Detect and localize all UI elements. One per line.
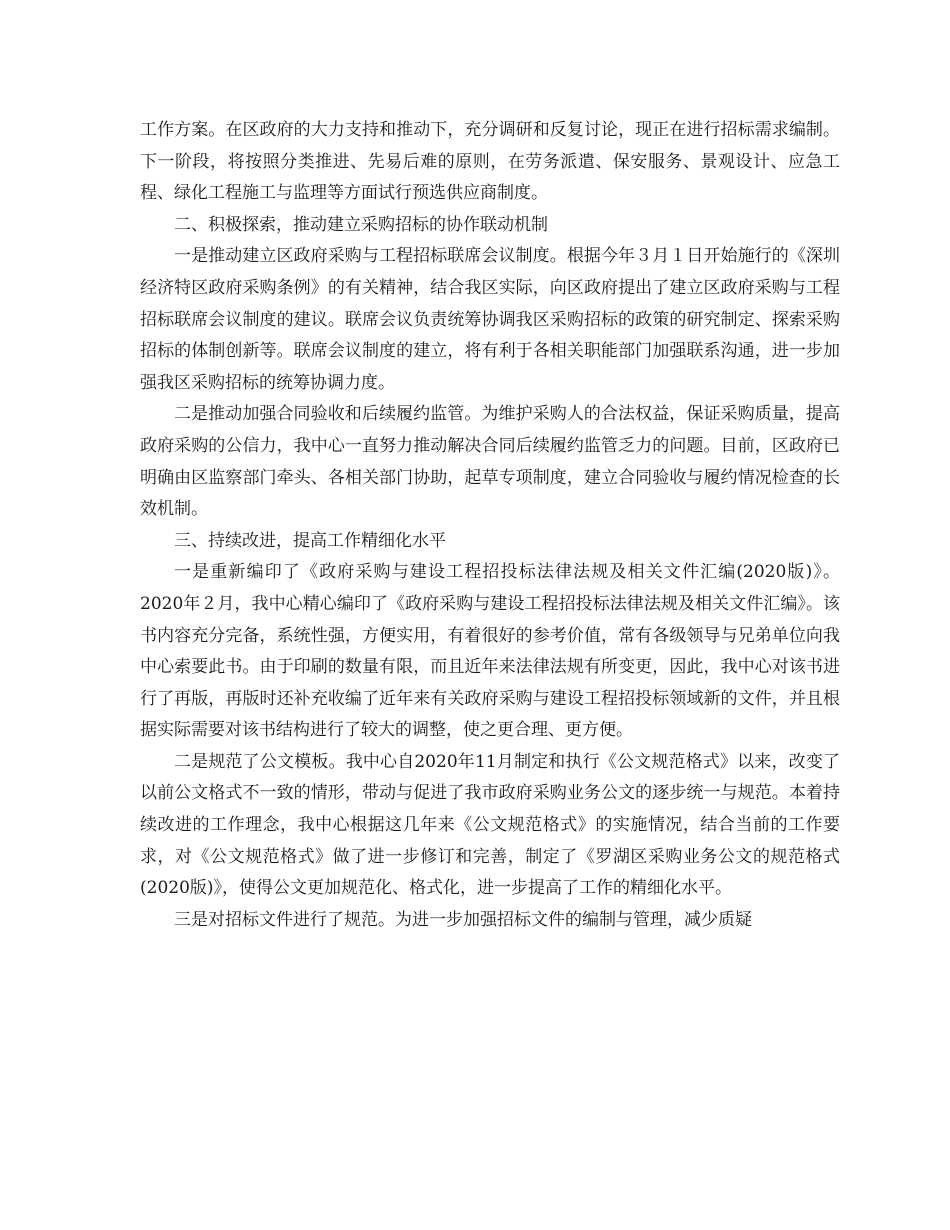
paragraph: 二是推动加强合同验收和后续履约监管。为维护采购人的合法权益，保证采购质量，提高政府采购的公信力，我中心一直努力推动解决合同后续履约监管乏力的问题。目前，区政府已明确由区监察部门牵头、各相关部门协助，起草专项制度，建立合同验收与履约情况检查的长效机制。 [140,404,840,520]
paragraph: 一是推动建立区政府采购与工程招标联席会议制度。根据今年３月１日开始施行的《深圳经济特区政府采购条例》的有关精神，结合我区实际，向区政府提出了建立区政府采购与工程招标联席会议制度的建议。联席会议负责统筹协调我区采购招标的政策的研究制定、探索采购招标的体制创新等。联席会议制度的建立，将有利于各相关职能部门加强联系沟通，进一步加强我区采购招标的统筹协调力度。 [140,246,840,393]
paragraph-continued: 工作方案。在区政府的大力支持和推动下，充分调研和反复讨论，现正在进行招标需求编制。下一阶段，将按照分类推进、先易后难的原则，在劳务派遣、保安服务、景观设计、应急工程、绿化工程施工与监理等方面试行预选供应商制度。 [140,120,840,204]
section-heading-2: 二、积极探索，推动建立采购招标的协作联动机制 [174,214,548,235]
paragraph: 三是对招标文件进行了规范。为进一步加强招标文件的编制与管理，减少质疑 [174,909,752,930]
paragraph: 二是规范了公文模板。我中心自2020年11月制定和执行《公文规范格式》以来，改变了以前公文格式不一致的情形，带动与促进了我市政府采购业务公文的逐步统一与规范。本着持续改进的工作理念，我中心根据这几年来《公文规范格式》的实施情况，结合当前的工作要求，对《公文规范格式》做了进一步修订和完善，制定了《罗湖区采购业务公文的规范格式(2020版)》，使得公文更加规范化、格式化，进一步提高了工作的精细化水平。 [140,751,840,899]
paragraph: 一是重新编印了《政府采购与建设工程招投标法律法规及相关文件汇编(2020版)》。2020年２月，我中心精心编印了《政府采购与建设工程招投标法律法规及相关文件汇编》。该书内容充分完备，系统性强，方便实用，有着很好的参考价值，常有各级领导与兄弟单位向我中心索要此书。由于印刷的数量有限，而且近年来法律法规有所变更，因此，我中心对该书进行了再版，再版时还补充收编了近年来有关政府采购与建设工程招投标领域新的文件，并且根据实际需要对该书结构进行了较大的调整，使之更合理、更方便。 [140,562,840,741]
section-heading-3: 三、持续改进，提高工作精细化水平 [174,530,446,551]
document-body [140,115,840,936]
